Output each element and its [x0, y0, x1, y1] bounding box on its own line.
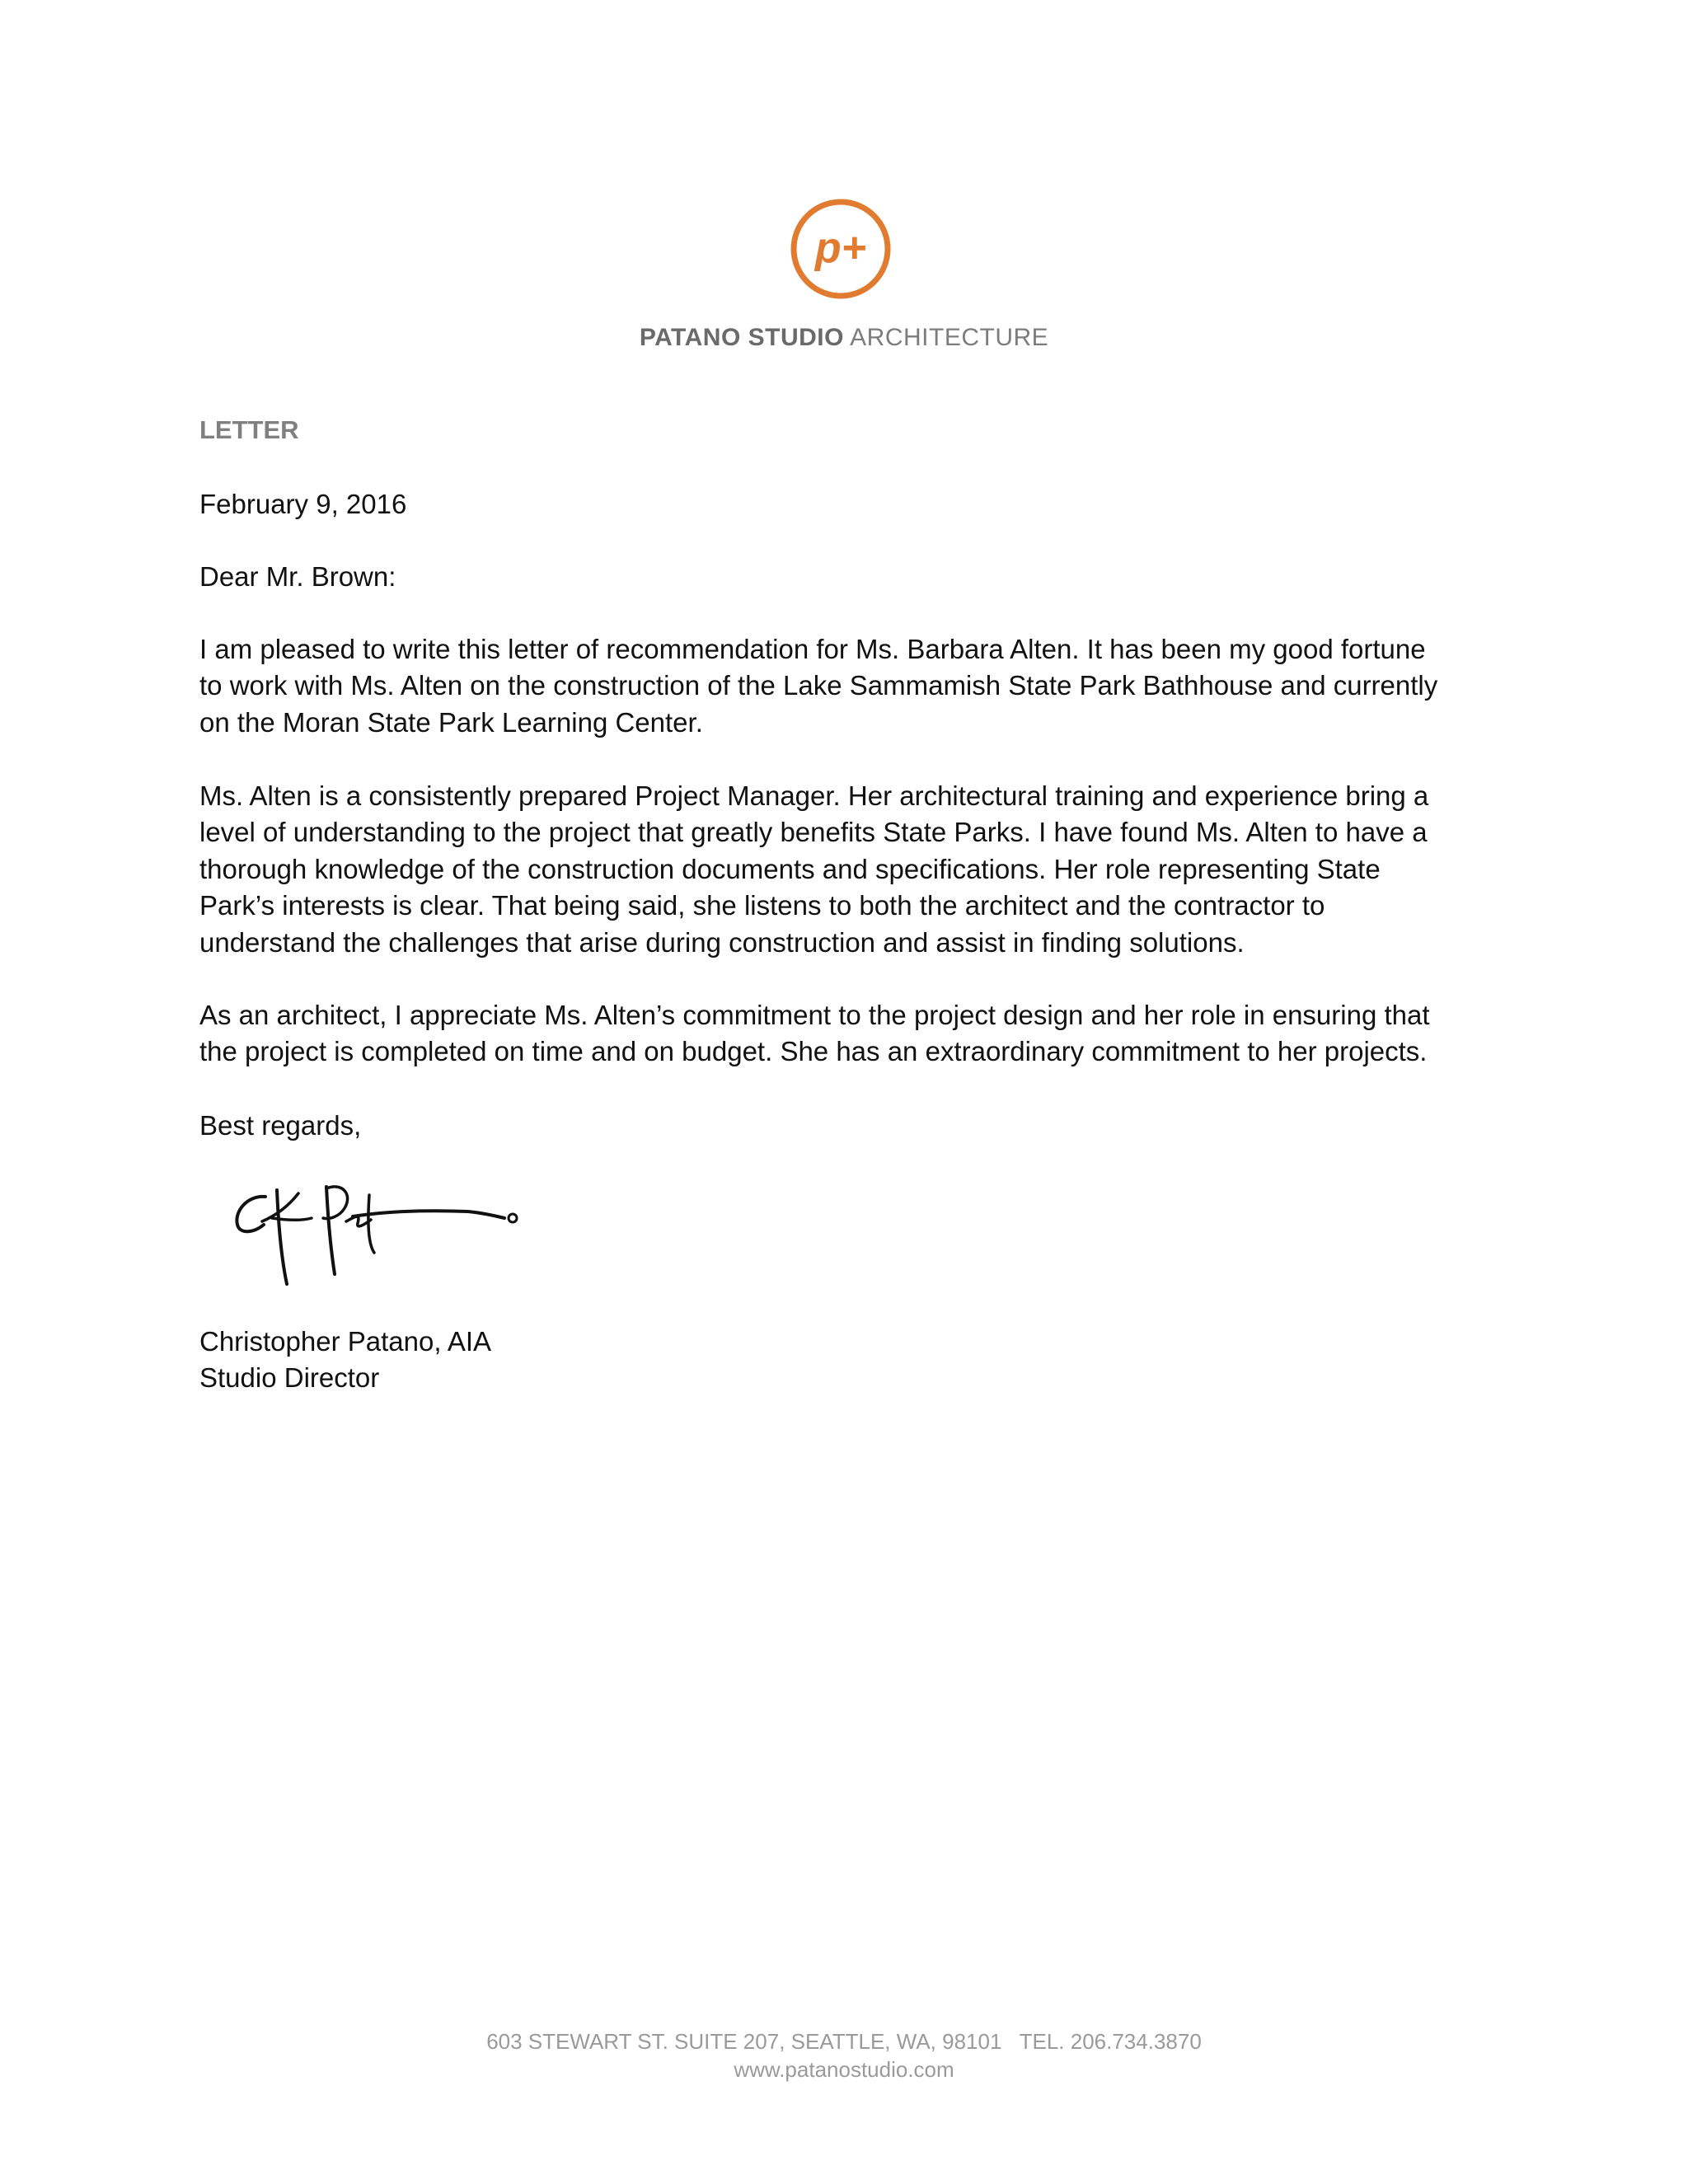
signer-title: Studio Director [199, 1362, 380, 1394]
logo-text: p+ [814, 224, 867, 272]
company-name-light: ARCHITECTURE [850, 324, 1049, 351]
footer-website: www.patanostudio.com [734, 2057, 954, 2082]
document-label: LETTER [199, 415, 299, 444]
company-name-strong: PATANO STUDIO [639, 324, 844, 351]
salutation: Dear Mr. Brown: [199, 561, 396, 592]
paragraph-line: I am pleased to write this letter of recommendation for Ms. Barbara Alten. It has been my good fortune [199, 634, 1426, 664]
paragraph-line: to work with Ms. Alten on the construction of the Lake Sammamish State Park Bathhouse and currently [199, 670, 1438, 701]
body-paragraph-3 [199, 997, 1502, 1071]
letter-date: February 9, 2016 [199, 489, 407, 519]
company-wordmark [0, 323, 1688, 353]
paragraph-line: level of understanding to the project that greatly benefits State Parks. I have found Ms. Alten to have a [199, 817, 1428, 848]
paragraph-line: As an architect, I appreciate Ms. Alten’s commitment to the project design and her role in ensuring that [199, 1000, 1430, 1030]
closing: Best regards, [199, 1110, 362, 1141]
footer-address: 603 STEWART ST. SUITE 207, SEATTLE, WA, 98101 TEL. 206.734.3870 [486, 2029, 1202, 2054]
paragraph-line: thorough knowledge of the construction documents and specifications. Her role representing State [199, 853, 1381, 884]
paragraph-line: understand the challenges that arise during construction and assist in finding solutions. [199, 926, 1245, 958]
paragraph-line: the project is completed on time and on budget. She has an extraordinary commitment to her projects. [199, 1036, 1428, 1067]
handwritten-signature-icon [229, 1170, 542, 1302]
paragraph-line: on the Moran State Park Learning Center. [199, 706, 703, 738]
paragraph-line: Park’s interests is clear. That being said, she listens to both the architect and the contractor to [199, 890, 1325, 921]
paragraph-line: Ms. Alten is a consistently prepared Project Manager. Her architectural training and experience bring a [199, 780, 1429, 811]
company-logo-icon [790, 198, 892, 300]
signer-name: Christopher Patano, AIA [199, 1326, 492, 1357]
signer-block [199, 1324, 1502, 1397]
body-paragraph-2 [199, 778, 1502, 961]
body-paragraph-1 [199, 631, 1502, 741]
